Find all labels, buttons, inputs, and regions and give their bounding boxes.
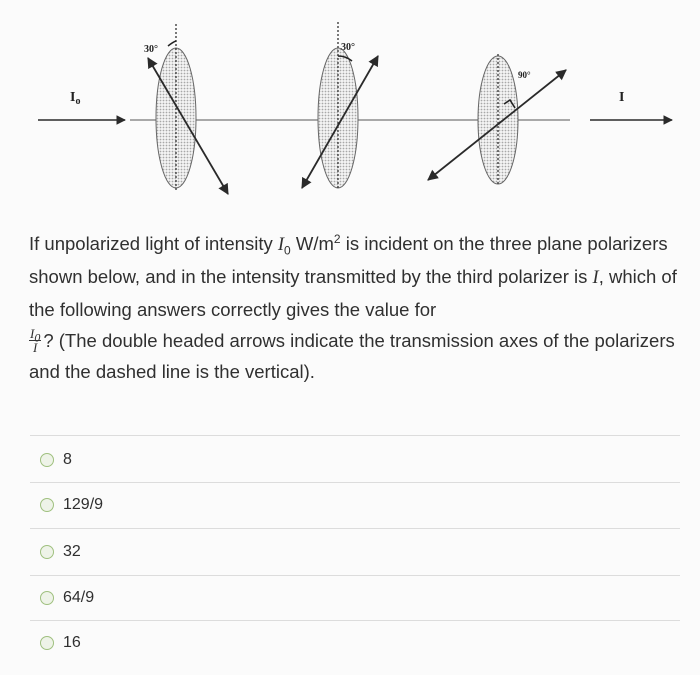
option-label: 129/9 xyxy=(63,496,104,513)
radio-button[interactable] xyxy=(40,591,54,605)
radio-button[interactable] xyxy=(40,636,54,650)
polarizer-diagram xyxy=(0,0,700,205)
option-label: 8 xyxy=(63,451,72,468)
angle-label-3: 90° xyxy=(518,70,531,80)
ratio-fraction: $\frac{I_0}{I}$ xyxy=(30,325,41,355)
angle-label-1: 30° xyxy=(144,44,158,55)
divider xyxy=(30,620,680,621)
divider xyxy=(30,435,680,436)
option-4[interactable] xyxy=(40,585,94,611)
divider xyxy=(30,528,680,529)
output-label: I xyxy=(619,90,625,105)
option-label: 64/9 xyxy=(63,589,95,606)
divider xyxy=(30,482,680,483)
intensity-var: I xyxy=(277,235,285,255)
option-1[interactable] xyxy=(40,447,72,473)
divider xyxy=(30,575,680,576)
option-label: 16 xyxy=(63,634,81,651)
radio-button[interactable] xyxy=(40,545,54,559)
option-2[interactable] xyxy=(40,492,103,518)
angle-label-2: 30° xyxy=(341,42,355,53)
incident-label: $I_o$ xyxy=(70,90,81,107)
polarizer-1 xyxy=(144,24,228,194)
radio-button[interactable] xyxy=(40,453,54,467)
radio-button[interactable] xyxy=(40,498,54,512)
polarizer-2 xyxy=(302,22,378,190)
option-5[interactable] xyxy=(40,630,81,656)
option-label: 32 xyxy=(63,543,81,560)
question-text: If unpolarized light of intensity $I_0$ $W/m^2$ is incident on the three plane polarizers shown below, and in the intensity transmitted by the third polarizer is I, which of the following answers correctly gives the value for $\frac{I_0}{I}$ ? (The double headed arrows indicate the transmission axes of the polarizers and the dashed line is the vertical). xyxy=(29,231,677,382)
option-3[interactable] xyxy=(40,539,81,565)
